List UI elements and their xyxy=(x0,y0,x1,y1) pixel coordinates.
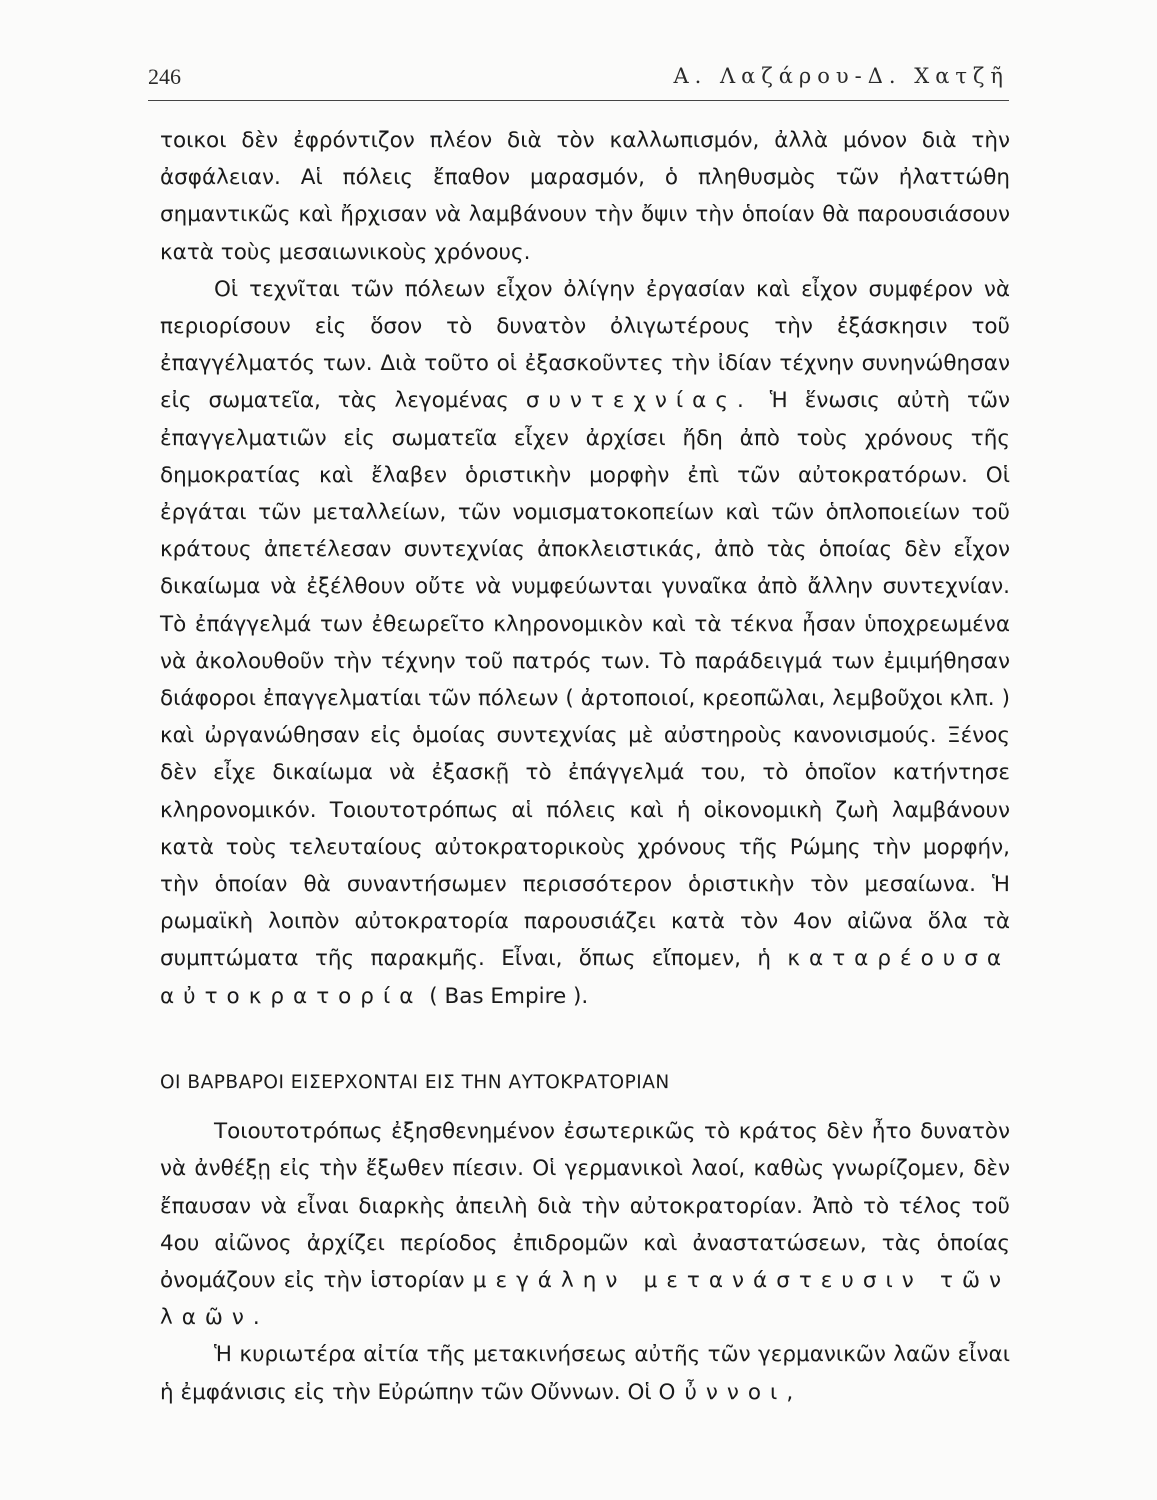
body-text xyxy=(160,122,1010,1015)
emphasized-term: καταρέουσα αὐτοκρατορία xyxy=(160,946,1010,1009)
emphasized-term: μεγάλην μετανάστευσιν τῶν λαῶν. xyxy=(160,1268,1010,1331)
emphasized-term: Οὖννοι, xyxy=(658,1379,803,1405)
paragraph-continued: τοικοι δὲν ἐφρόντιζον πλέον διὰ τὸν καλλωπισμόν, ἀλλὰ μόνον διὰ τὴν ἀσφάλειαν. Αἱ πόλεις ἔπαθον μαρασμόν, ὁ πληθυσμὸς τῶν ἠλαττώθη σημαντικῶς καὶ ἤρχισαν νὰ λαμβάνουν τὴν ὄψιν τὴν ὁποίαν θὰ παρουσιάσουν κατὰ τοὺς μεσαιωνικοὺς χρόνους. xyxy=(160,128,1010,265)
paragraph-text: Ἡ ἕνωσις αὐτὴ τῶν ἐπαγγελματιῶν εἰς σωματεῖα εἶχεν ἀρχίσει ἤδη ἀπὸ τοὺς χρόνους τῆς δημοκρατίας καὶ ἔλαβεν ὁριστικὴν μορφὴν ἐπὶ τῶν αὐτοκρατόρων. Οἱ ἐργάται τῶν μεταλλείων, τῶν νομισματοκοπείων καὶ τῶν ὁπλοποιείων τοῦ κράτους ἀπετέλεσαν συντεχνίας ἀποκλειστικάς, ἀπὸ τὰς ὁποίας δὲν εἶχον δικαίωμα νὰ ἐξέλθουν οὔτε νὰ νυμφεύωνται γυναῖκα ἀπὸ ἄλλην συντεχνίαν. Τὸ ἐπάγγελμά των ἐθεωρεῖτο κληρονομικὸν καὶ τὰ τέκνα ἦσαν ὑποχρεωμένα νὰ ἀκολουθοῦν τὴν τέχνην τοῦ πατρός των. Τὸ παράδειγμά των ἐμιμήθησαν διάφοροι ἐπαγγελματίαι τῶν πόλεων ( ἀρτοποιοί, κρεοπῶλαι, λεμβοῦχοι κλπ. ) καὶ ὠργανώθησαν εἰς ὁμοίας συντεχνίας μὲ αὐστηροὺς κανονισμούς. Ξένος δὲν εἶχε δικαίωμα νὰ ἐξασκῇ τὸ ἐπάγγελμά του, τὸ ὁποῖον κατήντησε κληρονομικόν. Τοιουτοτρόπως αἱ πόλεις καὶ ἡ οἰκονομικὴ ζωὴ λαμβάνουν κατὰ τοὺς τελευταίους αὐτοκρατορικοὺς χρόνους τῆς Ρώμης τὴν μορφήν, τὴν ὁποίαν θὰ συναντήσωμεν περισσότερον ὁριστικὴν τὸν μεσαίωνα. Ἡ ρωμαϊκὴ λοιπὸν αὐτοκρατορία παρουσιάζει κατὰ τὸν 4ον αἰῶνα ὅλα τὰ συμπτώματα τῆς παρακμῆς. Εἶναι, ὅπως εἴπομεν, ἡ xyxy=(160,388,1010,972)
paragraph-huns xyxy=(160,1336,1010,1410)
page-header xyxy=(148,60,1009,101)
paragraph-migration xyxy=(160,1113,1010,1336)
paragraph-text: Ἡ κυριωτέρα αἰτία τῆς μετακινήσεως αὐτῆς τῶν γερμανικῶν λαῶν εἶναι ἡ ἐμφάνισις εἰς τὴν Εὐρώπην τῶν Οὔννων. Οἱ xyxy=(160,1342,1010,1405)
page-number: 246 xyxy=(148,64,181,89)
emphasized-term: συντεχνίας. xyxy=(525,388,753,414)
running-head: Α. Λαζάρου-Δ. Χατζῆ xyxy=(673,64,1009,88)
paragraph-text: Τοιουτοτρόπως ἐξησθενημένον ἐσωτερικῶς τὸ κράτος δὲν ἦτο δυνατὸν νὰ ἀνθέξῃ εἰς τὴν ἔξωθεν πίεσιν. Οἱ γερμανικοὶ λαοί, καθὼς γνωρίζομεν, δὲν ἔπαυσαν νὰ εἶναι διαρκὴς ἀπειλὴ διὰ τὴν αὐτοκρατορίαν. Ἀπὸ τὸ τέλος τοῦ 4ου αἰῶνος ἀρχίζει περίοδος ἐπιδρομῶν καὶ ἀναστατώσεων, τὰς ὁποίας ὀνομάζουν εἰς τὴν ἱστορίαν xyxy=(160,1119,1010,1294)
section-barbarians xyxy=(160,1064,1010,1411)
paragraph-guilds xyxy=(160,271,1010,1015)
paragraph-text: Οἱ τεχνῖται τῶν πόλεων εἶχον ὀλίγην ἐργασίαν καὶ εἶχον συμφέρον νὰ περιορίσουν εἰς ὅσον τὸ δυνατὸν ὀλιγωτέρους τὴν ἐξάσκησιν τοῦ ἐπαγγέλματός των. Διὰ τοῦτο οἱ ἐξασκοῦντες τὴν ἰδίαν τέχνην συνηνώθησαν εἰς σωματεῖα, τὰς λεγομένας xyxy=(160,276,1010,414)
paragraph-text: ( Bas Empire ). xyxy=(429,983,589,1009)
section-heading: ΟΙ ΒΑΡΒΑΡΟΙ ΕΙΣΕΡΧΟΝΤΑΙ ΕΙΣ ΤΗΝ ΑΥΤΟΚΡΑΤΟΡΙΑΝ xyxy=(160,1072,670,1093)
